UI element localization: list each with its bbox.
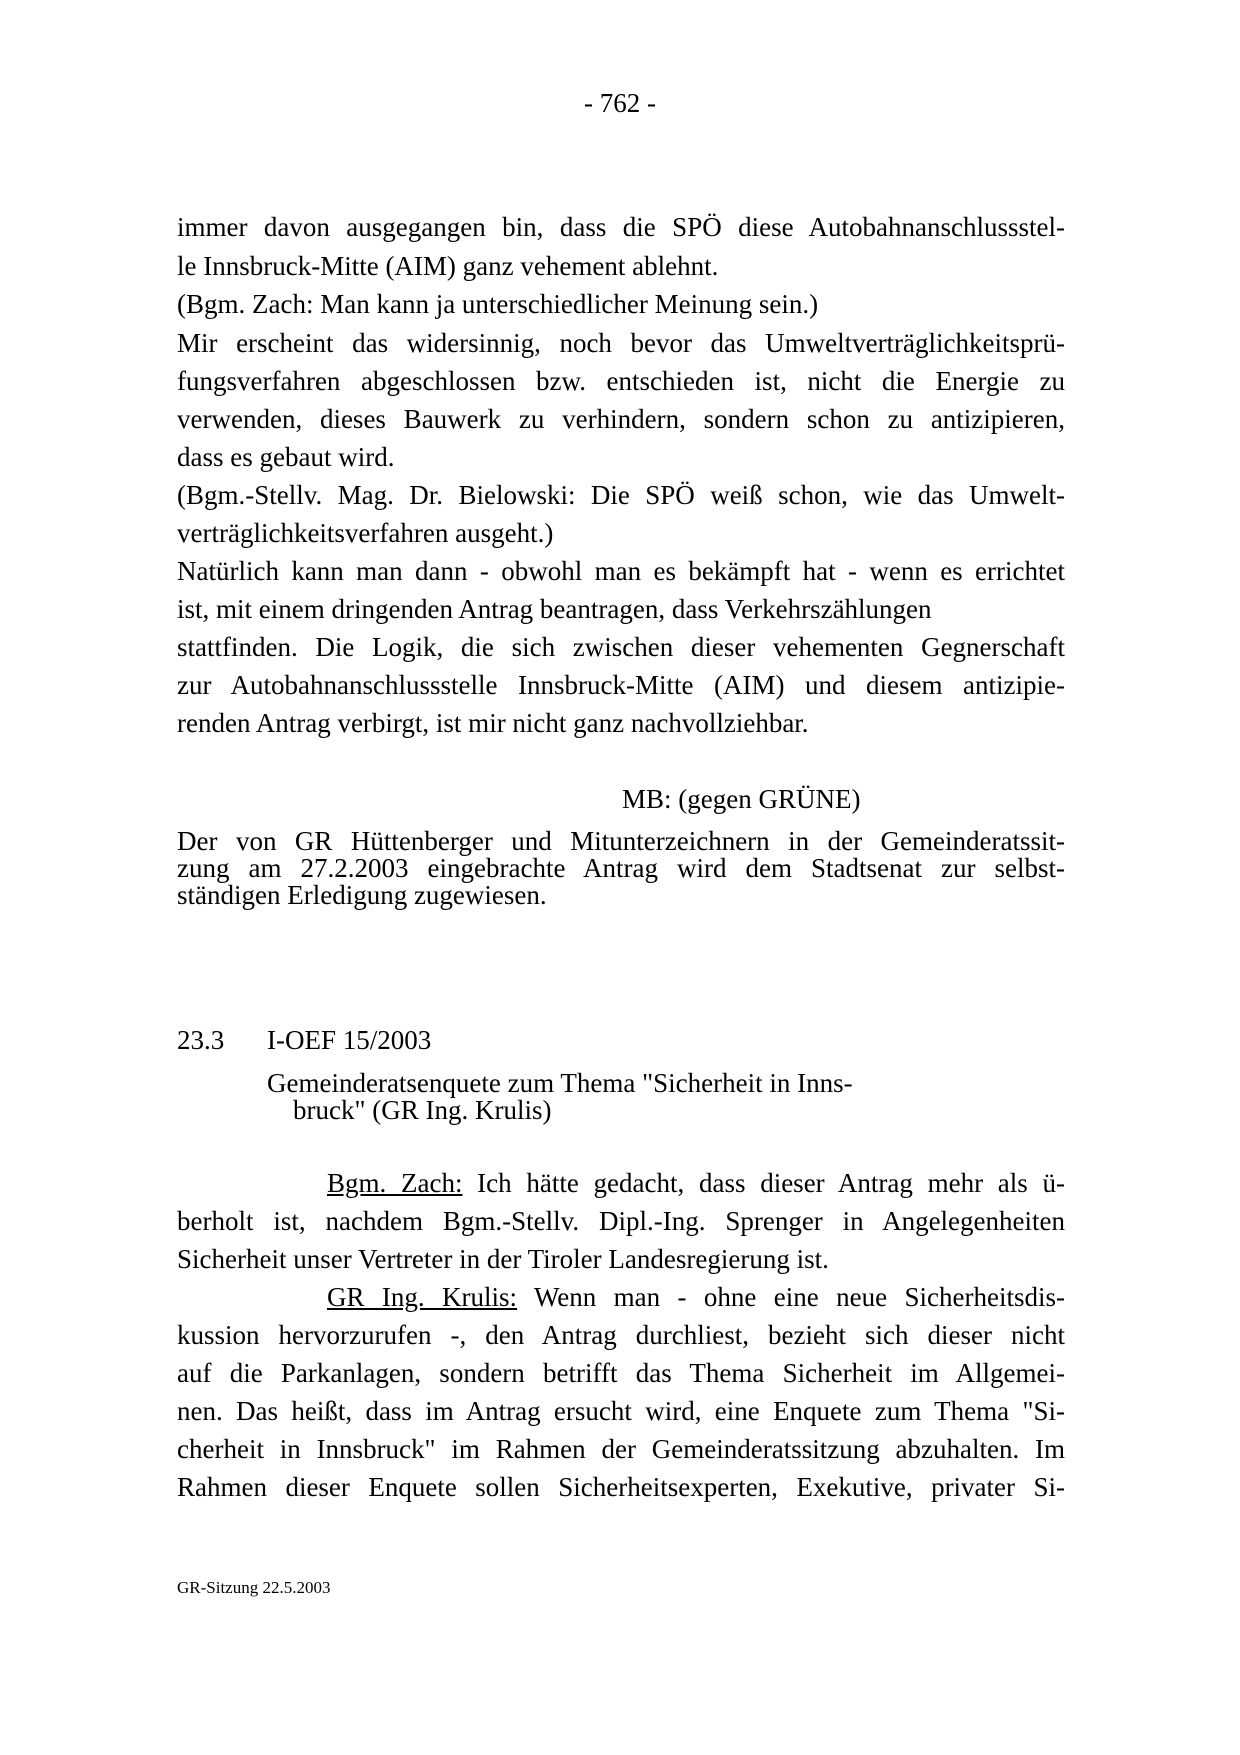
text-line: renden Antrag verbirgt, ist mir nicht ganz nachvollziehbar. xyxy=(177,708,809,738)
text-line: auf die Parkanlagen, sondern betrifft das Thema Sicherheit im Allgemei- xyxy=(177,1358,1065,1388)
decision-line: ständigen Erledigung zugewiesen. xyxy=(177,880,547,910)
text-line: immer davon ausgegangen bin, dass die SPÖ diese Autobahnanschlussstel- xyxy=(177,212,1065,242)
decision-mb: MB: (gegen GRÜNE) xyxy=(622,784,861,814)
text-line: fungsverfahren abgeschlossen bzw. entschieden ist, nicht die Energie zu xyxy=(177,366,1065,396)
speech-first-line xyxy=(327,1170,1065,1197)
text-line: ist, mit einem dringenden Antrag beantragen, dass Verkehrszählungen xyxy=(177,594,932,624)
item-title-line: bruck" (GR Ing. Krulis) xyxy=(293,1095,552,1125)
text-line: nen. Das heißt, dass im Antrag ersucht wird, eine Enquete zum Thema "Si- xyxy=(177,1396,1065,1426)
text-line: verträglichkeitsverfahren ausgeht.) xyxy=(177,518,554,548)
text-line: dass es gebaut wird. xyxy=(177,442,395,472)
speech-first-line xyxy=(327,1284,1065,1311)
decision-line: Der von GR Hüttenberger und Mitunterzeichnern in der Gemeinderatssit- xyxy=(177,826,1065,856)
speech-text: Ich hätte gedacht, dass dieser Antrag mehr als ü- xyxy=(462,1168,1065,1198)
page-number: - 762 - xyxy=(584,88,656,118)
item-number: 23.3 xyxy=(177,1025,225,1055)
text-line: kussion hervorzurufen -, den Antrag durchliest, bezieht sich dieser nicht xyxy=(177,1320,1065,1350)
item-code: I-OEF 15/2003 xyxy=(267,1025,432,1055)
text-line: zur Autobahnanschlussstelle Innsbruck-Mitte (AIM) und diesem antizipie- xyxy=(177,670,1065,700)
text-line: berholt ist, nachdem Bgm.-Stellv. Dipl.-Ing. Sprenger in Angelegenheiten xyxy=(177,1206,1065,1236)
text-line: Natürlich kann man dann - obwohl man es bekämpft hat - wenn es errichtet xyxy=(177,556,1065,586)
speaker-name: Bgm. Zach: xyxy=(327,1168,463,1198)
text-line: (Bgm. Zach: Man kann ja unterschiedlicher Meinung sein.) xyxy=(177,289,819,319)
item-title-line: Gemeinderatsenquete zum Thema "Sicherheit in Inns- xyxy=(267,1068,853,1098)
text-line: Mir erscheint das widersinnig, noch bevor das Umweltverträglichkeitsprü- xyxy=(177,328,1065,358)
text-line: verwenden, dieses Bauwerk zu verhindern, sondern schon zu antizipieren, xyxy=(177,404,1065,434)
text-line: (Bgm.-Stellv. Mag. Dr. Bielowski: Die SPÖ weiß schon, wie das Umwelt- xyxy=(177,480,1065,510)
text-line: le Innsbruck-Mitte (AIM) ganz vehement ablehnt. xyxy=(177,251,719,281)
text-line: stattfinden. Die Logik, die sich zwischen dieser vehementen Gegnerschaft xyxy=(177,632,1065,662)
text-line: Rahmen dieser Enquete sollen Sicherheitsexperten, Exekutive, privater Si- xyxy=(177,1472,1065,1502)
speaker-name: GR Ing. Krulis: xyxy=(327,1282,518,1312)
decision-line: zung am 27.2.2003 eingebrachte Antrag wird dem Stadtsenat zur selbst- xyxy=(177,853,1065,883)
page-footer: GR-Sitzung 22.5.2003 xyxy=(177,1578,331,1597)
text-line: Sicherheit unser Vertreter in der Tiroler Landesregierung ist. xyxy=(177,1244,829,1274)
speech-text: Wenn man - ohne eine neue Sicherheitsdis- xyxy=(517,1282,1066,1312)
text-line: cherheit in Innsbruck" im Rahmen der Gemeinderatssitzung abzuhalten. Im xyxy=(177,1434,1065,1464)
